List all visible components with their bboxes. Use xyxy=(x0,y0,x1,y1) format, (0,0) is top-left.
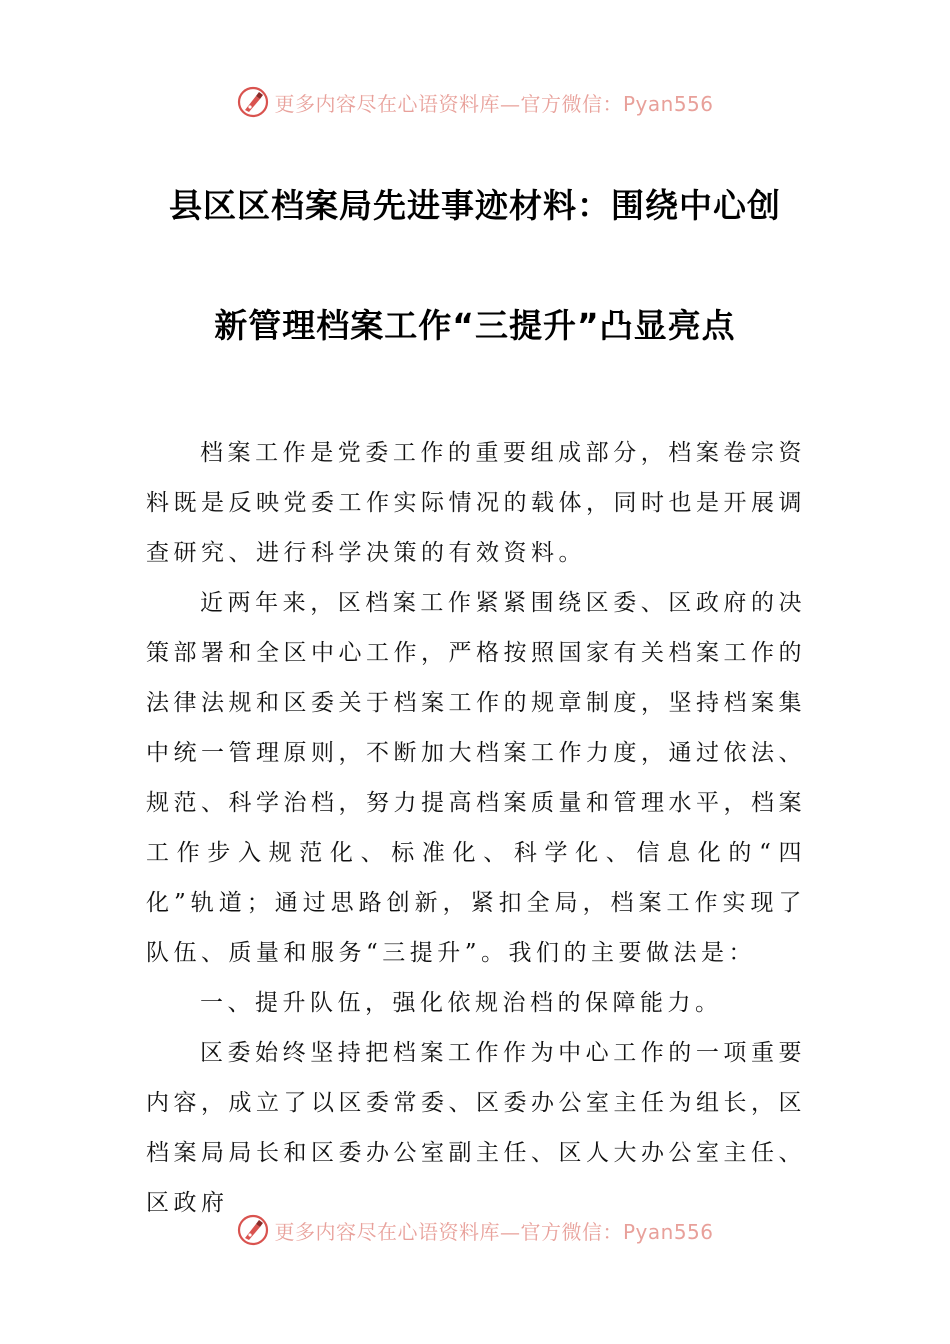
body-paragraph: 近两年来，区档案工作紧紧围绕区委、区政府的决策部署和全区中心工作，严格按照国家有关档案工作的法律法规和区委关于档案工作的规章制度，坚持档案集中统一管理原则，不断加大档案工作力度，通过依法、规范、科学治档，努力提高档案质量和管理水平，档案工作步入规范化、标准化、科学化、信息化的“四化”轨道；通过思路创新，紧扣全局，档案工作实现了队伍、质量和服务“三提升”。我们的主要做法是： xyxy=(146,590,806,966)
watermark-wechat-label: 官方微信： xyxy=(520,91,623,116)
header-watermark xyxy=(0,82,950,122)
pen-nib-logo-icon xyxy=(236,85,270,119)
pen-nib-logo-icon xyxy=(236,1213,270,1247)
document-title-line-2: 新管理档案工作“三提升”凸显亮点 xyxy=(214,306,736,345)
watermark-dash: — xyxy=(499,1219,521,1244)
watermark-dash: — xyxy=(499,91,521,116)
watermark-wechat-id: Pyan556 xyxy=(622,1219,714,1244)
document-title-line-1: 县区区档案局先进事迹材料：围绕中心创 xyxy=(169,186,781,225)
body-paragraph: 区委始终坚持把档案工作作为中心工作的一项重要内容，成立了以区委常委、区委办公室主任为组长，区档案局局长和区委办公室副主任、区人大办公室主任、区政府 xyxy=(146,1040,806,1216)
document-body xyxy=(146,428,806,1228)
watermark-wechat-id: Pyan556 xyxy=(622,91,714,116)
section-heading: 一、提升队伍，强化依规治档的保障能力。 xyxy=(200,990,723,1016)
body-paragraph: 档案工作是党委工作的重要组成部分，档案卷宗资料既是反映党委工作实际情况的载体，同时也是开展调查研究、进行科学决策的有效资料。 xyxy=(146,440,806,566)
footer-watermark xyxy=(0,1210,950,1250)
watermark-wechat-label: 官方微信： xyxy=(520,1219,623,1244)
watermark-main-text: 更多内容尽在心语资料库 xyxy=(274,91,500,116)
watermark-main-text: 更多内容尽在心语资料库 xyxy=(274,1219,500,1244)
